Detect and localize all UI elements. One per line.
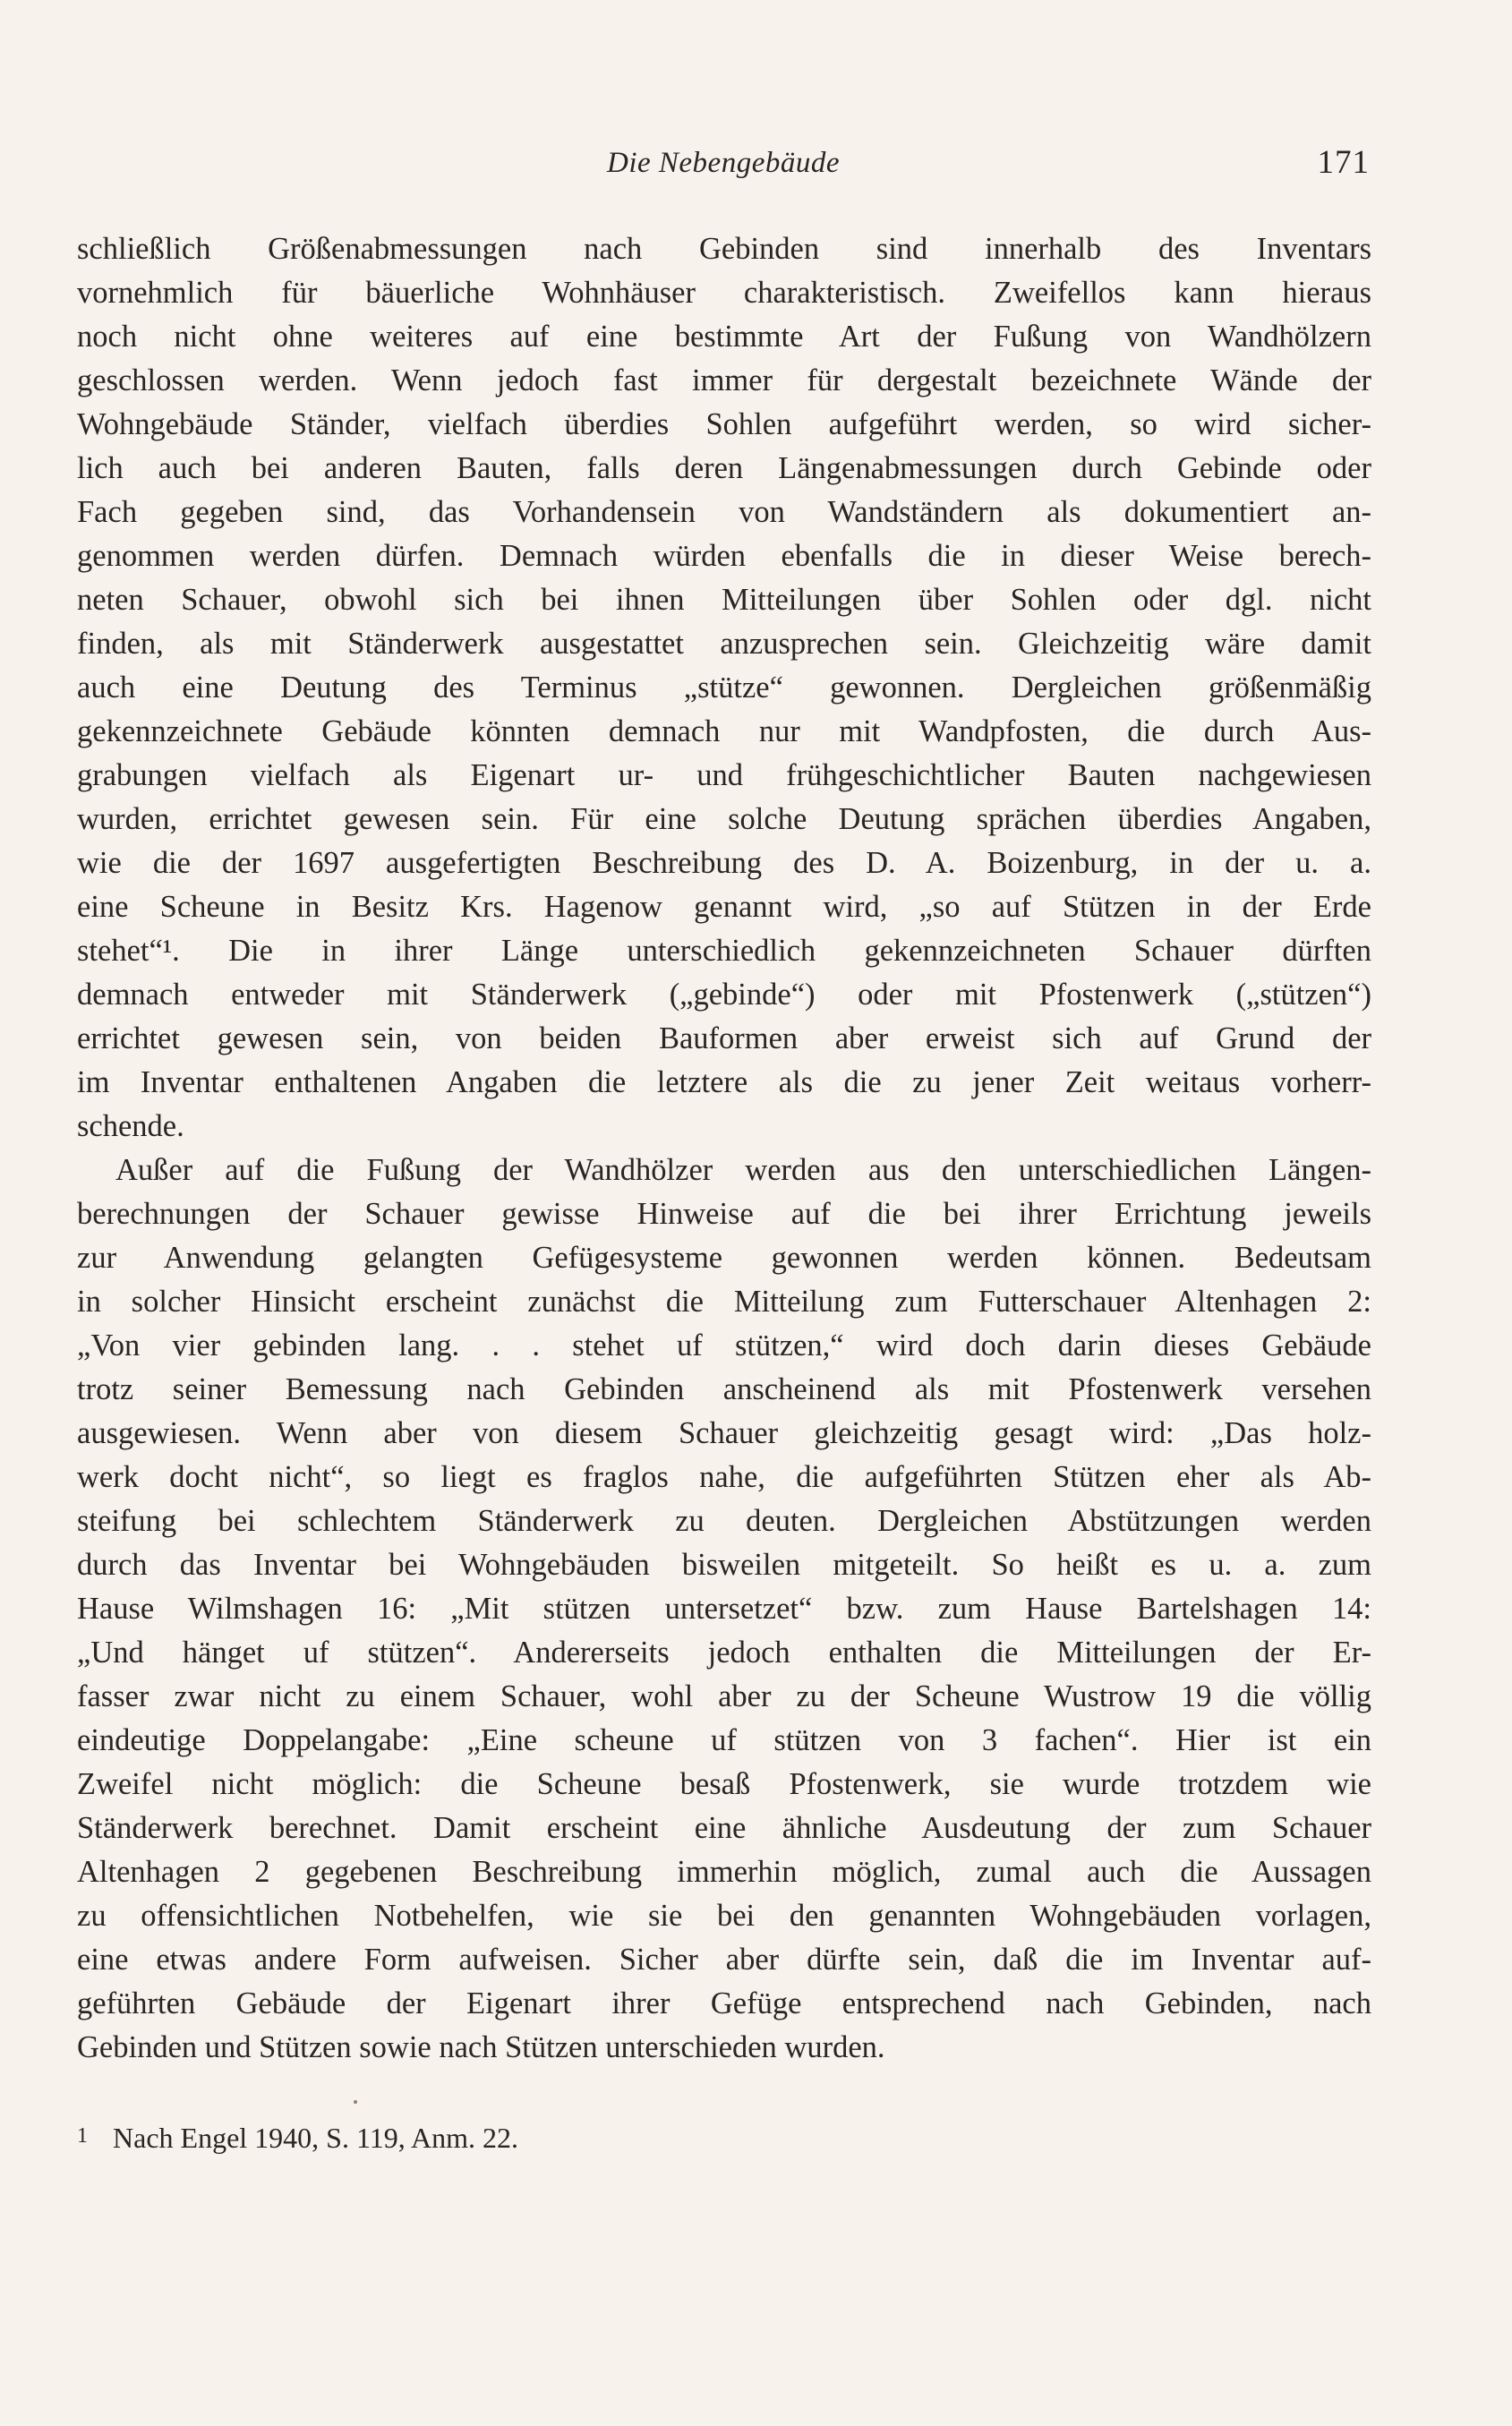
- text-line: geschlossen werden. Wenn jedoch fast immer für dergestalt bezeichnete Wände der: [77, 363, 1371, 397]
- text-line: grabungen vielfach als Eigenart ur- und frühgeschichtlicher Bauten nachgewiesen: [77, 758, 1371, 792]
- text-line: geführten Gebäude der Eigenart ihrer Gefüge entsprechend nach Gebinden, nach: [77, 1986, 1371, 2020]
- text-line: werk docht nicht“, so liegt es fraglos nahe, die aufgeführten Stützen eher als Ab-: [77, 1460, 1371, 1494]
- text-line: Fach gegeben sind, das Vorhandensein von Wandständern als dokumentiert an-: [77, 495, 1371, 529]
- text-line: trotz seiner Bemessung nach Gebinden anscheinend als mit Pfostenwerk versehen: [77, 1372, 1371, 1406]
- text-line: genommen werden dürfen. Demnach würden ebenfalls die in dieser Weise berech-: [77, 539, 1371, 573]
- text-line: Außer auf die Fußung der Wandhölzer werden aus den unterschiedlichen Längen-: [115, 1153, 1371, 1187]
- text-line: demnach entweder mit Ständerwerk („gebinde“) oder mit Pfostenwerk („stützen“): [77, 978, 1371, 1012]
- text-line: schließlich Größenabmessungen nach Gebinden sind innerhalb des Inventars: [77, 232, 1371, 266]
- text-line: zu offensichtlichen Notbehelfen, wie sie bei den genannten Wohngebäuden vorlagen,: [77, 1899, 1371, 1933]
- text-line: Altenhagen 2 gegebenen Beschreibung immerhin möglich, zumal auch die Aussagen: [77, 1855, 1371, 1889]
- text-line: „Von vier gebinden lang. . . stehet uf stützen,“ wird doch darin dieses Gebäude: [77, 1328, 1371, 1362]
- text-line: schende.: [77, 1109, 184, 1143]
- text-line: finden, als mit Ständerwerk ausgestattet anzusprechen sein. Gleichzeitig wäre damit: [77, 627, 1371, 661]
- text-line: zur Anwendung gelangten Gefügesysteme gewonnen werden können. Bedeutsam: [77, 1241, 1371, 1275]
- text-line: neten Schauer, obwohl sich bei ihnen Mitteilungen über Sohlen oder dgl. nicht: [77, 583, 1371, 617]
- text-line: stehet“¹. Die in ihrer Länge unterschiedlich gekennzeichneten Schauer dürften: [77, 934, 1371, 968]
- text-line: im Inventar enthaltenen Angaben die letztere als die zu jener Zeit weitaus vorherr-: [77, 1065, 1371, 1099]
- text-line: „Und hänget uf stützen“. Andererseits jedoch enthalten die Mitteilungen der Er-: [77, 1636, 1371, 1670]
- text-line: vornehmlich für bäuerliche Wohnhäuser charakteristisch. Zweifellos kann hieraus: [77, 276, 1371, 310]
- text-line: berechnungen der Schauer gewisse Hinweise auf die bei ihrer Errichtung jeweils: [77, 1197, 1371, 1231]
- text-line: fasser zwar nicht zu einem Schauer, wohl aber zu der Scheune Wustrow 19 die völlig: [77, 1679, 1371, 1713]
- text-line: ausgewiesen. Wenn aber von diesem Schauer gleichzeitig gesagt wird: „Das holz-: [77, 1416, 1371, 1450]
- text-line: errichtet gewesen sein, von beiden Bauformen aber erweist sich auf Grund der: [77, 1021, 1371, 1055]
- footnote-mark: 1: [77, 2124, 88, 2148]
- text-line: wurden, errichtet gewesen sein. Für eine solche Deutung sprächen überdies Angaben,: [77, 802, 1371, 836]
- text-line: Ständerwerk berechnet. Damit erscheint eine ähnliche Ausdeutung der zum Schauer: [77, 1811, 1371, 1845]
- footnote: [77, 2114, 1371, 2157]
- text-line: in solcher Hinsicht erscheint zunächst die Mitteilung zum Futterschauer Altenhagen 2:: [77, 1285, 1371, 1319]
- text-line: wie die der 1697 ausgefertigten Beschreibung des D. A. Boizenburg, in der u. a.: [77, 846, 1371, 880]
- text-line: auch eine Deutung des Terminus „stütze“ gewonnen. Dergleichen größenmäßig: [77, 671, 1371, 705]
- running-title: Die Nebengebäude: [607, 147, 840, 179]
- text-line: Gebinden und Stützen sowie nach Stützen unterschieden wurden.: [77, 2030, 885, 2064]
- text-line: lich auch bei anderen Bauten, falls deren Längenabmessungen durch Gebinde oder: [77, 451, 1371, 485]
- text-line: durch das Inventar bei Wohngebäuden bisweilen mitgeteilt. So heißt es u. a. zum: [77, 1548, 1371, 1582]
- paragraph: [77, 227, 1371, 1149]
- text-line: eindeutige Doppelangabe: „Eine scheune uf stützen von 3 fachen“. Hier ist ein: [77, 1723, 1371, 1757]
- footnote-text: Nach Engel 1940, S. 119, Anm. 22.: [113, 2122, 518, 2154]
- text-line: gekennzeichnete Gebäude könnten demnach nur mit Wandpfosten, die durch Aus-: [77, 714, 1371, 748]
- text-line: eine etwas andere Form aufweisen. Sicher aber dürfte sein, daß die im Inventar auf-: [77, 1943, 1371, 1977]
- text-line: noch nicht ohne weiteres auf eine bestimmte Art der Fußung von Wandhölzern: [77, 320, 1371, 354]
- text-line: eine Scheune in Besitz Krs. Hagenow genannt wird, „so auf Stützen in der Erde: [77, 890, 1371, 924]
- text-line: Zweifel nicht möglich: die Scheune besaß Pfostenwerk, sie wurde trotzdem wie: [77, 1767, 1371, 1801]
- page-number: 171: [1317, 144, 1370, 181]
- text-line: Hause Wilmshagen 16: „Mit stützen untersetzet“ bzw. zum Hause Bartelshagen 14:: [77, 1592, 1371, 1626]
- running-head: [77, 143, 1370, 188]
- printing-speck: [354, 2100, 357, 2104]
- text-line: Wohngebäude Ständer, vielfach überdies Sohlen aufgeführt werden, so wird sicher-: [77, 407, 1371, 441]
- text-line: steifung bei schlechtem Ständerwerk zu deuten. Dergleichen Abstützungen werden: [77, 1504, 1371, 1538]
- body-text: [77, 227, 1371, 2070]
- paragraph: [77, 1149, 1371, 2070]
